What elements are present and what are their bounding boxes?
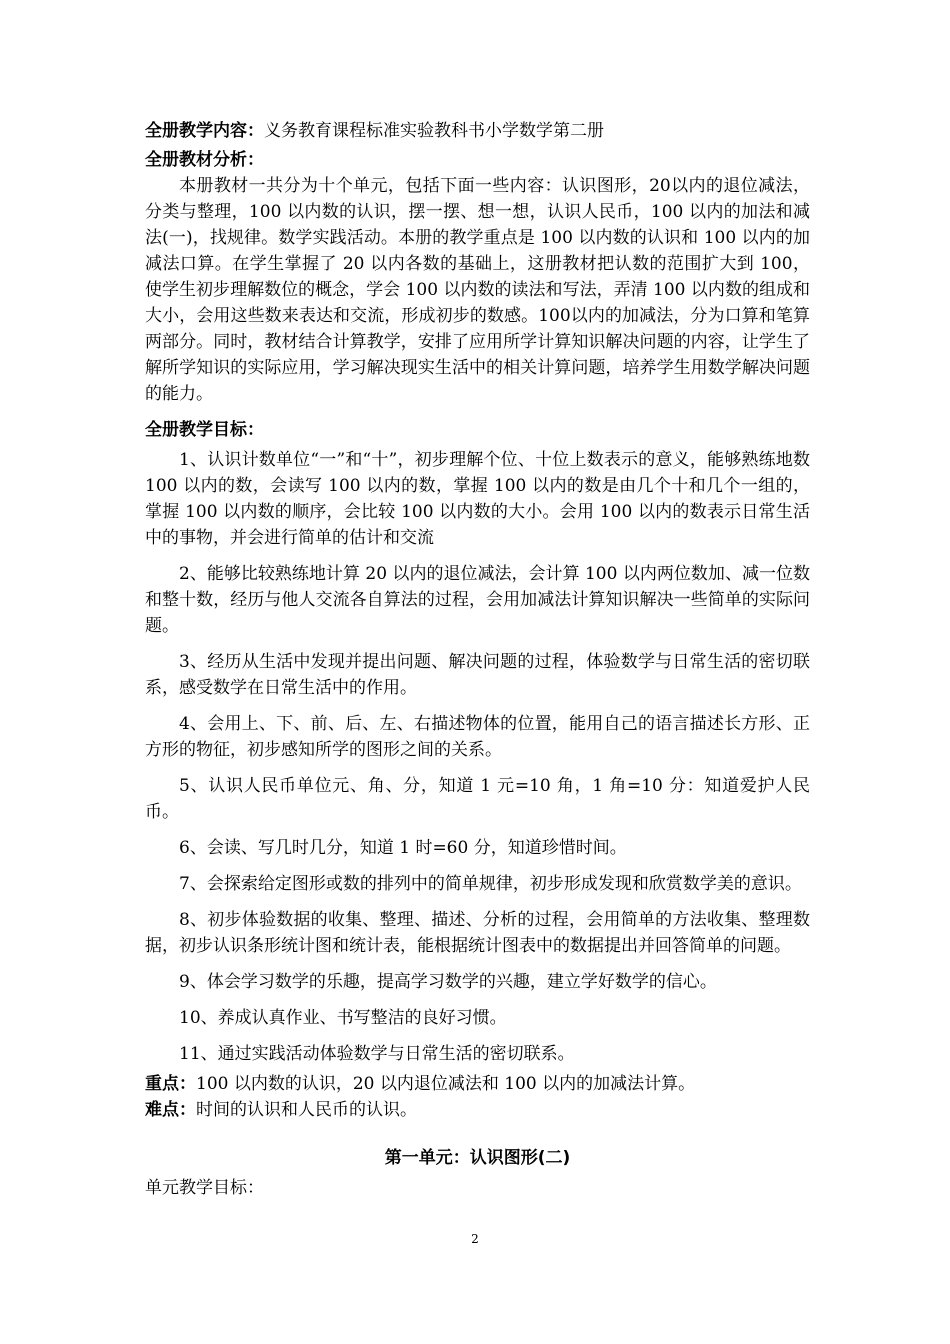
analysis-heading [145,147,810,173]
key-points-label: 重点： [145,1074,196,1094]
goal-item: 6、会读、写几时几分，知道 1 时=60 分，知道珍惜时间。 [179,838,627,858]
analysis-paragraph: 本册教材一共分为十个单元，包括下面一些内容：认识图形，20以内的退位减法，分类与整理，100 以内数的认识，摆一摆、想一想，认识人民币，100 以内的加法和减法(一)，找规律。数学实践活动。本册的教学重点是 100 以内数的认识和 100 以内的加减法口算。在学生掌握了 20 以内各数的基础上，这册教材把认数的范围扩大到 100，使学生初步理解数位的概念，学会 100 以内数的读法和写法，弄清 100 以内数的组成和大小，会用这些数来表达和交流，形成初步的数感。100以内的加减法，分为口算和笔算两部分。同时，教材结合计算教学，安排了应用所学计算知识解决问题的内容，让学生了解所学知识的实际应用，学习解决现实生活中的相关计算问题，培养学生用数学解决问题的能力。 [145,176,810,404]
analysis-label: 全册教材分析： [145,150,264,170]
goals-label: 全册教学目标： [145,420,264,440]
key-points-line [145,1071,810,1097]
unit-title: 第一单元：认识图形(二) [384,1148,571,1168]
goal-item: 4、会用上、下、前、后、左、右描述物体的位置，能用自己的语言描述长方形、正方形的物征，初步感知所学的图形之间的关系。 [145,714,810,760]
page-number: 2 [471,1232,479,1246]
goal-item: 2、能够比较熟练地计算 20 以内的退位减法，会计算 100 以内两位数加、减一位数和整十数，经历与他人交流各自算法的过程，会用加减法计算知识解决一些简单的实际问题。 [145,564,810,636]
difficulties-label: 难点： [145,1100,196,1120]
difficulties-line [145,1097,810,1123]
unit-goals-label: 单元教学目标： [145,1178,264,1198]
goals-list [145,447,810,1067]
document-page [145,118,810,1201]
content-text: 义务教育课程标准实验教科书小学数学第二册 [264,121,604,141]
goals-heading [145,417,810,443]
goal-item: 8、初步体验数据的收集、整理、描述、分析的过程，会用简单的方法收集、整理数据，初步认识条形统计图和统计表，能根据统计图表中的数据提出并回答简单的问题。 [145,910,810,956]
difficulties-text: 时间的认识和人民币的认识。 [196,1100,417,1120]
content-line [145,118,810,144]
goal-item: 7、会探索给定图形或数的排列中的简单规律，初步形成发现和欣赏数学美的意识。 [179,874,802,894]
content-label: 全册教学内容： [145,121,264,141]
goal-item: 9、体会学习数学的乐趣，提高学习数学的兴趣，建立学好数学的信心。 [179,972,717,992]
goal-item: 10、养成认真作业、书写整洁的良好习惯。 [179,1008,507,1028]
key-points-text: 100 以内数的认识，20 以内退位减法和 100 以内的加减法计算。 [196,1074,696,1094]
goal-item: 5、认识人民币单位元、角、分，知道 1 元=10 角，1 角=10 分：知道爱护人民币。 [145,776,810,822]
goal-item: 1、认识计数单位“一”和“十”，初步理解个位、十位上数表示的意义，能够熟练地数 100 以内的数，会读写 100 以内的数，掌握 100 以内的数是由几个十和几个一组的，掌握 100 以内数的顺序，会比较 100 以内数的大小。会用 100 以内的数表示日常生活中的事物，并会进行简单的估计和交流 [145,450,810,548]
goal-item: 11、通过实践活动体验数学与日常生活的密切联系。 [179,1044,575,1064]
goal-item: 3、经历从生活中发现并提出问题、解决问题的过程，体验数学与日常生活的密切联系，感受数学在日常生活中的作用。 [145,652,810,698]
